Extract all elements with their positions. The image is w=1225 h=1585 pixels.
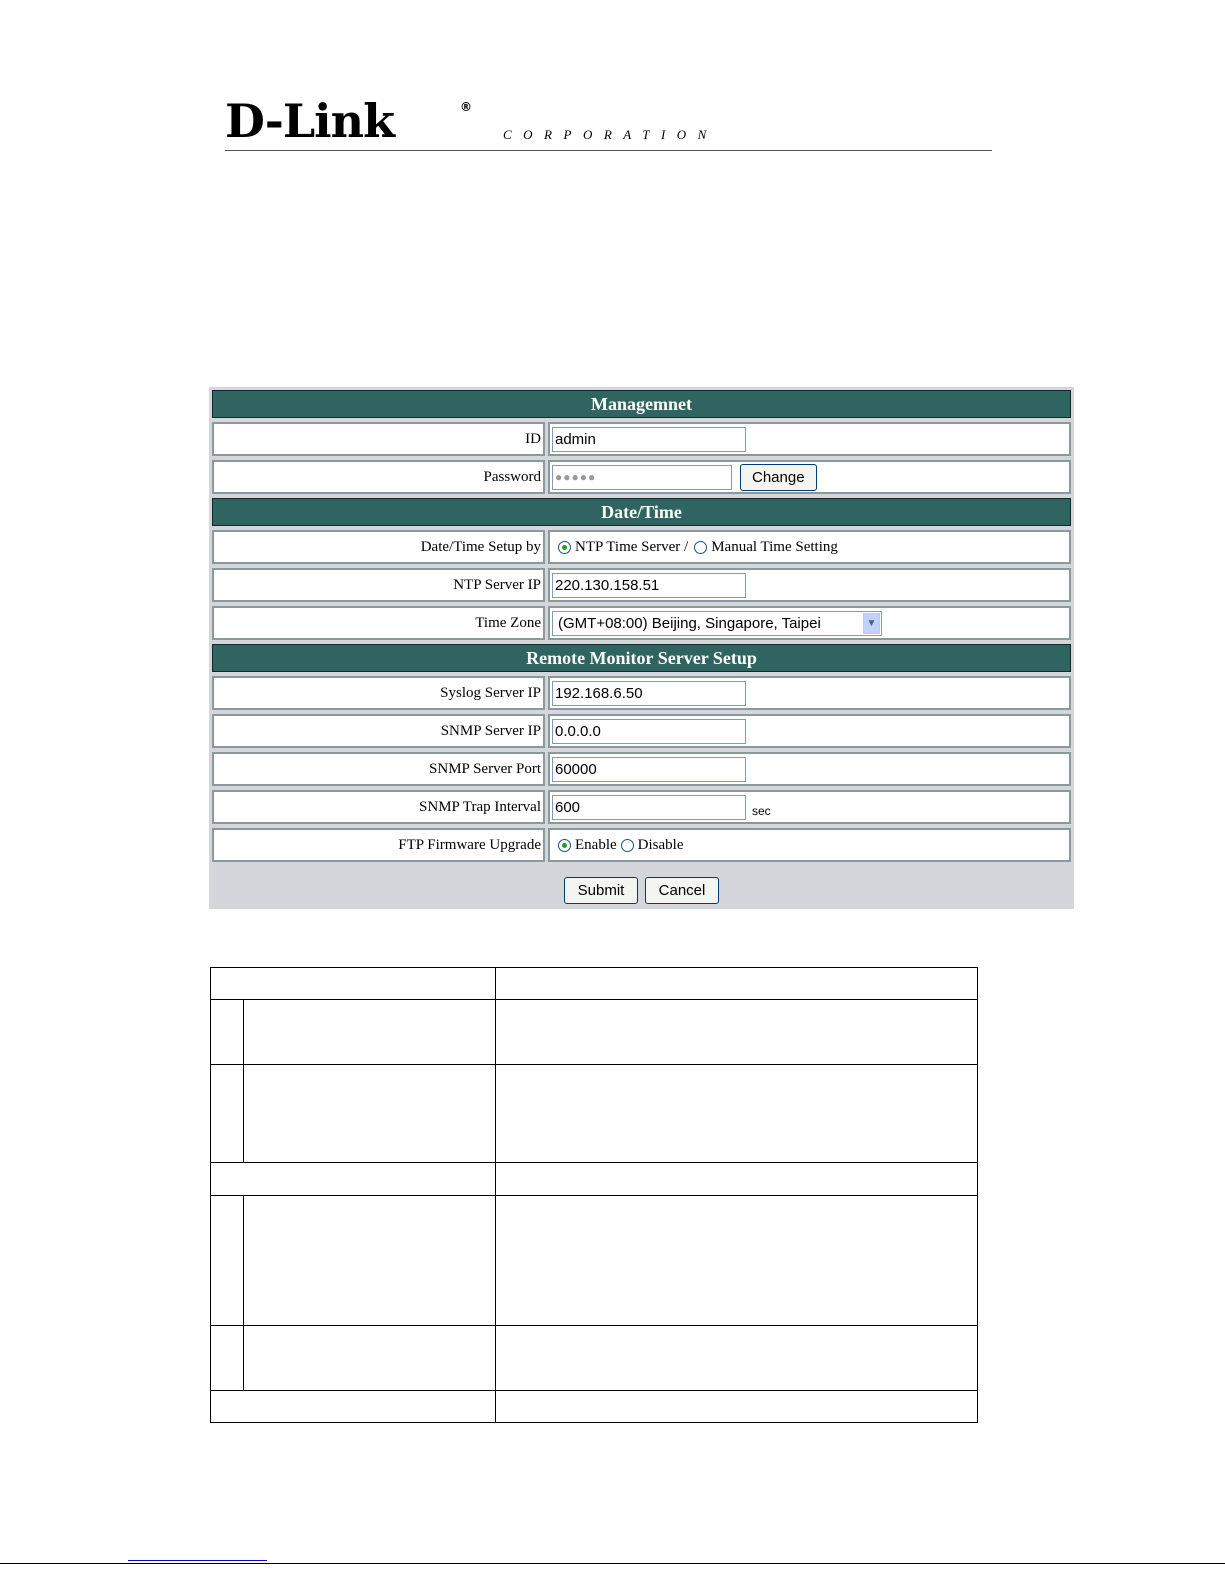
- description-table: [210, 967, 978, 1423]
- table-cell: [244, 1000, 496, 1065]
- snmp-server-ip-input[interactable]: 0.0.0.0: [552, 719, 746, 744]
- manual-time-setting-radio[interactable]: [694, 541, 707, 554]
- table-cell: [211, 1391, 496, 1423]
- chevron-down-icon[interactable]: ▼: [863, 613, 880, 634]
- table-cell: [211, 1196, 244, 1326]
- snmp-server-port-label: SNMP Server Port: [212, 752, 545, 786]
- table-row: [211, 1000, 978, 1065]
- section-header-remote-monitor: Remote Monitor Server Setup: [212, 644, 1071, 672]
- ftp-disable-option-label: Disable: [637, 836, 684, 853]
- ntp-server-ip-input[interactable]: 220.130.158.51: [552, 573, 746, 598]
- table-row: [211, 1163, 978, 1196]
- ftp-disable-radio[interactable]: [621, 839, 634, 852]
- table-row: [211, 1196, 978, 1326]
- table-cell: [244, 1065, 496, 1163]
- brand-logo-text: D-Link: [225, 94, 394, 148]
- header-logo: [225, 94, 992, 154]
- id-row: [212, 422, 1071, 456]
- trap-interval-unit: sec: [752, 804, 771, 818]
- table-row: [211, 1326, 978, 1391]
- syslog-server-ip-row: [212, 676, 1071, 710]
- table-cell: [496, 1065, 978, 1163]
- corporation-text: CORPORATION: [503, 127, 718, 142]
- syslog-server-ip-input[interactable]: 192.168.6.50: [552, 681, 746, 706]
- password-input[interactable]: ●●●●●: [552, 465, 732, 490]
- snmp-server-ip-row: [212, 714, 1071, 748]
- time-zone-label: Time Zone: [212, 606, 545, 640]
- time-zone-selected-value: (GMT+08:00) Beijing, Singapore, Taipei: [558, 614, 821, 632]
- page-bottom-divider: [0, 1563, 1225, 1564]
- table-cell: [211, 968, 496, 1000]
- ftp-enable-radio[interactable]: [558, 839, 571, 852]
- cancel-button[interactable]: Cancel: [645, 877, 719, 904]
- table-cell: [244, 1326, 496, 1391]
- footer-link-underline: [128, 1560, 267, 1561]
- ntp-time-server-option-label: NTP Time Server /: [575, 538, 689, 555]
- setup-by-label: Date/Time Setup by: [212, 530, 545, 564]
- table-cell: [244, 1196, 496, 1326]
- ntp-server-ip-label: NTP Server IP: [212, 568, 545, 602]
- table-row: [211, 1391, 978, 1423]
- time-zone-select[interactable]: [552, 611, 882, 636]
- manual-time-setting-option-label: Manual Time Setting: [711, 538, 838, 555]
- syslog-server-ip-label: Syslog Server IP: [212, 676, 545, 710]
- table-row: [211, 1065, 978, 1163]
- ftp-firmware-upgrade-row: [212, 828, 1071, 862]
- id-input[interactable]: admin: [552, 427, 746, 452]
- table-cell: [496, 1000, 978, 1065]
- form-actions: [564, 877, 724, 904]
- section-header-management: Managemnet: [212, 390, 1071, 418]
- table-cell: [496, 1391, 978, 1423]
- change-password-button[interactable]: Change: [740, 464, 817, 491]
- snmp-trap-interval-input[interactable]: 600: [552, 795, 746, 820]
- table-cell: [496, 968, 978, 1000]
- table-row: [211, 968, 978, 1000]
- ftp-firmware-upgrade-label: FTP Firmware Upgrade: [212, 828, 545, 862]
- snmp-server-port-input[interactable]: 60000: [552, 757, 746, 782]
- table-cell: [211, 1326, 244, 1391]
- id-label: ID: [212, 422, 545, 456]
- header-divider: [225, 150, 992, 151]
- table-cell: [496, 1196, 978, 1326]
- password-label: Password: [212, 460, 545, 494]
- snmp-trap-interval-row: [212, 790, 1071, 824]
- table-cell: [496, 1326, 978, 1391]
- snmp-server-ip-label: SNMP Server IP: [212, 714, 545, 748]
- snmp-trap-interval-label: SNMP Trap Interval: [212, 790, 545, 824]
- table-cell: [211, 1065, 244, 1163]
- ntp-server-ip-row: [212, 568, 1071, 602]
- ntp-time-server-radio[interactable]: [558, 541, 571, 554]
- submit-button[interactable]: Submit: [564, 877, 638, 904]
- password-row: [212, 460, 1071, 494]
- table-cell: [211, 1000, 244, 1065]
- snmp-server-port-row: [212, 752, 1071, 786]
- time-zone-row: [212, 606, 1071, 640]
- table-cell: [496, 1163, 978, 1196]
- setup-by-row: [212, 530, 1071, 564]
- table-cell: [211, 1163, 496, 1196]
- registered-mark: ®: [460, 100, 472, 114]
- section-header-datetime: Date/Time: [212, 498, 1071, 526]
- management-panel: [209, 387, 1074, 909]
- ftp-enable-option-label: Enable: [575, 836, 617, 853]
